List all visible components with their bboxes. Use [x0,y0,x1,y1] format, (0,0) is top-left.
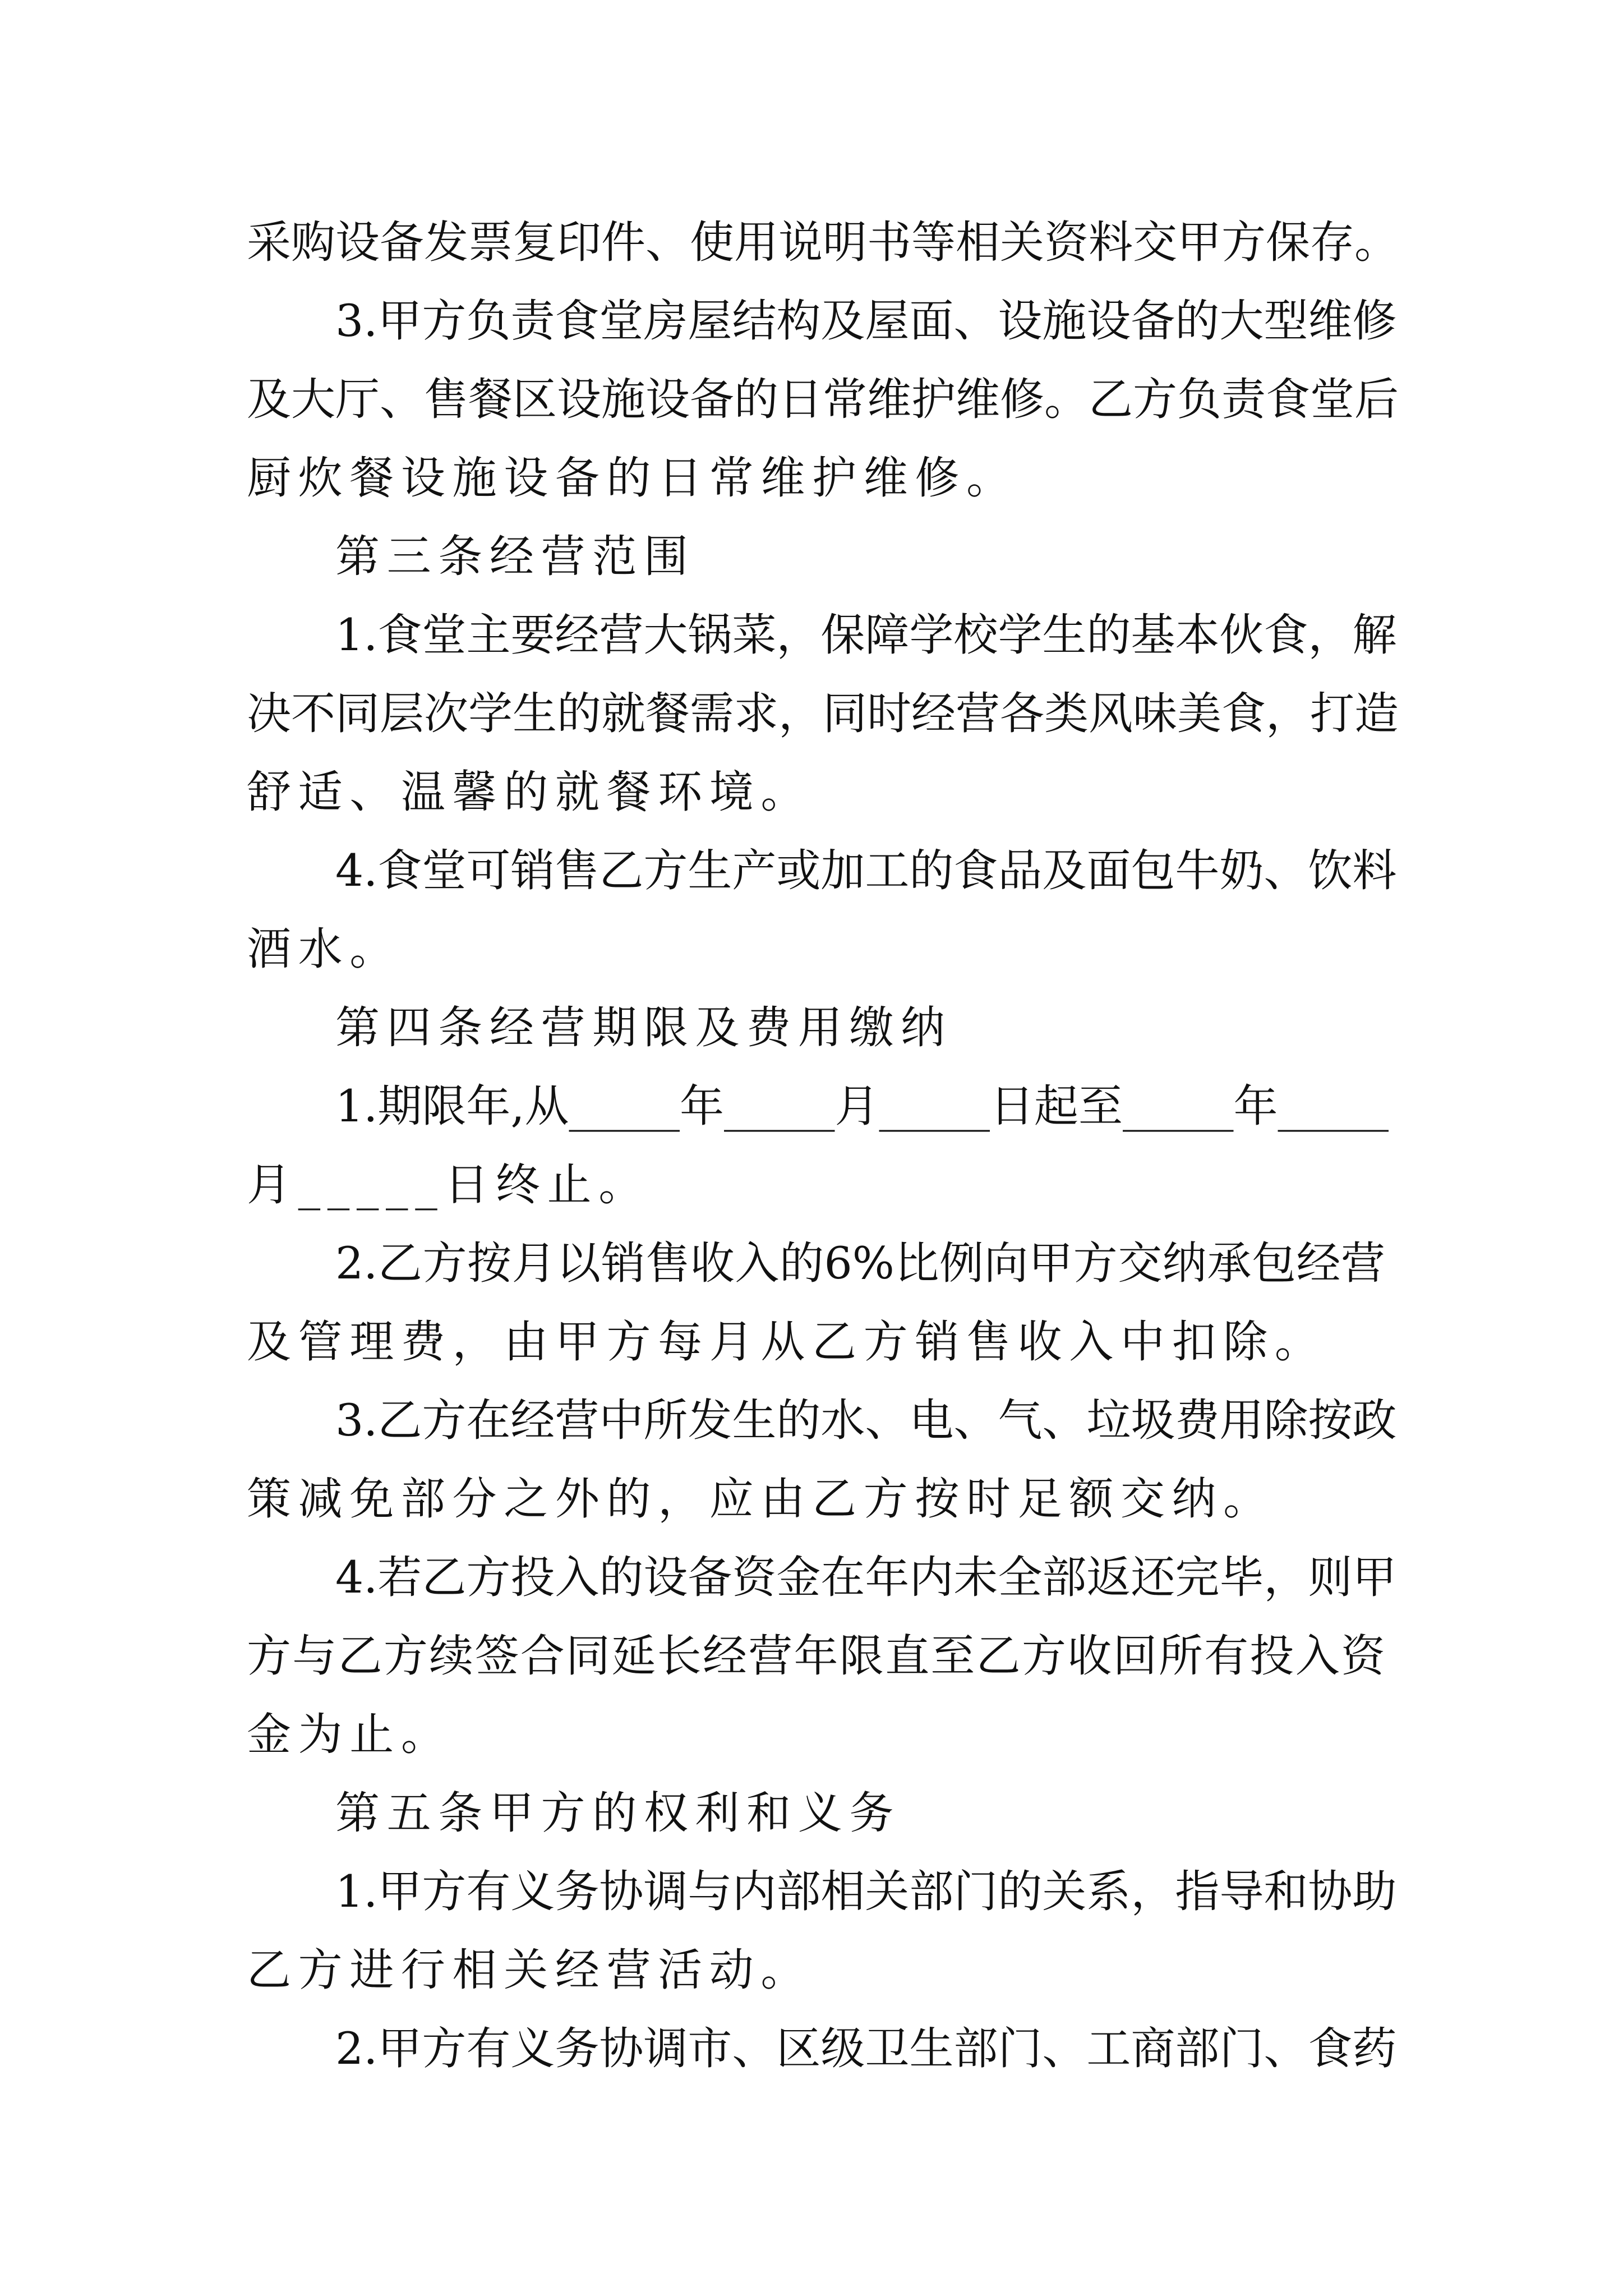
text-line: 采购设备发票复印件、使用说明书等相关资料交甲方保存。 [247,217,1399,268]
section-heading: 第四条经营期限及费用缴纳 [335,1002,952,1053]
text-line: 厨炊餐设施设备的日常维护维修。 [247,452,1018,504]
text-line: 1.食堂主要经营大锅菜，保障学校学生的基本伙食，解 [335,609,1397,661]
text-line: 1.甲方有义务协调与内部相关部门的关系，指导和协助 [335,1866,1397,1917]
text-line: 4.若乙方投入的设备资金在年内未全部返还完毕，则甲 [335,1552,1397,1603]
text-line: 3.乙方在经营中所发生的水、电、气、垃圾费用除按政 [335,1395,1397,1446]
text-line: 金为止。 [247,1709,453,1760]
text-line: 决不同层次学生的就餐需求，同时经营各类风味美食，打造 [247,688,1399,739]
text-line: 4.食堂可销售乙方生产或加工的食品及面包牛奶、饮料 [335,845,1397,896]
text-line: 舒适、温馨的就餐环境。 [247,766,813,818]
text-line: 方与乙方续签合同延长经营年限直至乙方收回所有投入资 [247,1630,1385,1682]
text-line: 1.期限年,从_____年_____月_____日起至_____年_____ [335,1080,1389,1132]
text-line: 月_____日终止。 [247,1159,650,1211]
text-line: 酒水。 [247,923,401,975]
section-heading: 第三条经营范围 [335,531,695,582]
text-line: 及管理费，由甲方每月从乙方销售收入中扣除。 [247,1316,1326,1368]
text-line: 2.乙方按月以销售收入的6%比例向甲方交纳承包经营 [335,1237,1385,1289]
text-line: 3.甲方负责食堂房屋结构及屋面、设施设备的大型维修 [335,295,1397,347]
section-heading: 第五条甲方的权利和义务 [335,1787,901,1839]
text-line: 策减免部分之外的，应由乙方按时足额交纳。 [247,1473,1275,1525]
text-line: 乙方进行相关经营活动。 [247,1944,813,1996]
text-line: 2.甲方有义务协调市、区级卫生部门、工商部门、食药 [335,2023,1397,2074]
text-line: 及大厅、售餐区设施设备的日常维护维修。乙方负责食堂后 [247,374,1399,425]
